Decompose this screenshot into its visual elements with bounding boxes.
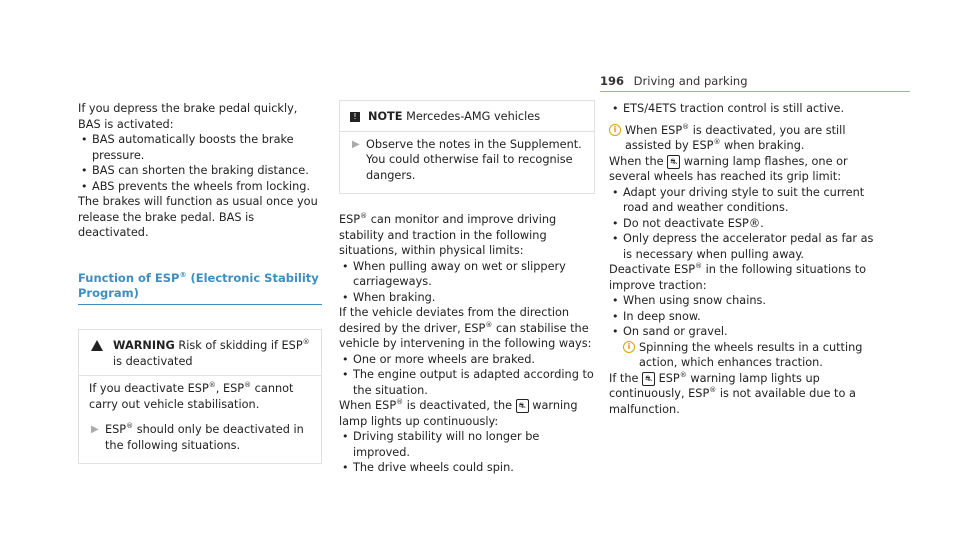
column-1 xyxy=(78,101,322,464)
title-rule xyxy=(78,304,322,306)
reg-mark: ® xyxy=(302,338,310,347)
list-item: • Do not deactivate ESP®. xyxy=(609,216,879,232)
section-title-part: Function of ESP xyxy=(78,270,180,285)
esp-deviation-text: If the vehicle deviates from the direction desired by the driver, ESP® can stabilise the vehicle by intervening in the following ways: xyxy=(339,306,592,350)
esp-lamp-icon: ⛐ xyxy=(667,155,680,169)
warning-body: If you deactivate ESP®, ESP® cannot carry out vehicle stabilisation. xyxy=(89,381,294,411)
list-item: • The drive wheels could spin. xyxy=(339,460,595,476)
page-header xyxy=(600,74,748,88)
note-box xyxy=(339,100,595,194)
grip-limit-list xyxy=(609,185,879,263)
note-title xyxy=(350,109,584,125)
bas-intro: If you depress the brake pedal quickly, BAS is activated: xyxy=(78,102,298,131)
bas-list xyxy=(78,132,322,194)
reg-mark: ® xyxy=(179,270,187,279)
warning-triangle-icon xyxy=(91,340,103,351)
list-item: • BAS can shorten the braking distance. xyxy=(78,163,322,179)
section-title-part: (Electronic Stability Program) xyxy=(78,270,319,300)
warning-title xyxy=(89,338,311,369)
list-item: • When using snow chains. xyxy=(609,293,879,309)
list-item: • ABS prevents the wheels from locking. xyxy=(78,179,322,195)
bas-after: The brakes will function as usual once you release the brake pedal. BAS is deactivated. xyxy=(78,195,318,239)
header-rule xyxy=(600,91,910,92)
info-icon: i xyxy=(609,124,621,136)
column-3 xyxy=(609,101,879,417)
list-item: • When pulling away on wet or slippery carriageways. xyxy=(339,259,595,290)
section-title-esp xyxy=(78,271,322,301)
info-icon: i xyxy=(623,341,635,353)
arrow-icon: ▶ xyxy=(352,138,360,150)
warning-label: WARNING xyxy=(113,339,175,352)
note-title-text: Mercedes-AMG vehicles xyxy=(402,110,541,123)
arrow-icon: ▶ xyxy=(91,424,99,435)
warning-text: is deactivated xyxy=(113,354,193,368)
list-item: • Only depress the accelerator pedal as far as is necessary when pulling away. xyxy=(609,231,879,262)
traction-list xyxy=(609,101,879,117)
warning-text: Risk of skidding if ESP xyxy=(174,339,303,352)
esp-malfunction-text: If the ⛐ ESP® warning lamp lights up continuously, ESP® is not available due to a malfunction. xyxy=(609,370,856,416)
esp-lamp-flashes-text: When the ⛐ warning lamp flashes, one or several wheels has reached its grip limit: xyxy=(609,154,848,183)
info-note-2: i Spinning the wheels results in a cutting action, which enhances traction. xyxy=(609,340,879,371)
esp-lamp-icon: ⛐ xyxy=(642,372,655,386)
deactivate-esp-text: Deactivate ESP® in the following situations to improve traction: xyxy=(609,262,867,292)
note-instruction: ▶ Observe the notes in the Supplement. You could otherwise fail to recognise dangers. xyxy=(352,137,582,182)
note-icon: ! xyxy=(350,112,360,122)
warning-instruction: ▶ ESP® should only be deactivated in the following situations. xyxy=(91,422,304,452)
list-item: • Driving stability will no longer be improved. xyxy=(339,429,595,460)
note-label: NOTE xyxy=(368,110,403,123)
warning-box xyxy=(78,329,322,464)
section-name: Driving and parking xyxy=(633,74,748,88)
esp-off-consequences-list xyxy=(339,429,595,476)
esp-off-lamp-icon: ⛐ xyxy=(516,399,529,413)
traction-situations-list xyxy=(609,293,879,340)
list-item: • The engine output is adapted according to the situation. xyxy=(339,367,595,398)
list-item: • ETS/4ETS traction control is still active. xyxy=(609,101,879,117)
list-item: • BAS automatically boosts the brake pressure. xyxy=(78,132,322,163)
esp-situations-list xyxy=(339,259,595,306)
column-2 xyxy=(339,101,595,476)
list-item: • When braking. xyxy=(339,290,595,306)
list-item: • In deep snow. xyxy=(609,309,879,325)
esp-intervention-list xyxy=(339,352,595,399)
info-note-1: i When ESP® is deactivated, you are still assisted by ESP® when braking. xyxy=(609,123,879,154)
list-item: • One or more wheels are braked. xyxy=(339,352,595,368)
esp-deactivated-text: When ESP® is deactivated, the ⛐ warning lamp lights up continuously: xyxy=(339,398,578,428)
esp-monitor-text: ESP® can monitor and improve driving stability and traction in the following situations, within physical limits: xyxy=(339,212,557,257)
list-item: • On sand or gravel. xyxy=(609,324,879,340)
page-number: 196 xyxy=(600,74,625,88)
list-item: • Adapt your driving style to suit the current road and weather conditions. xyxy=(609,185,879,216)
